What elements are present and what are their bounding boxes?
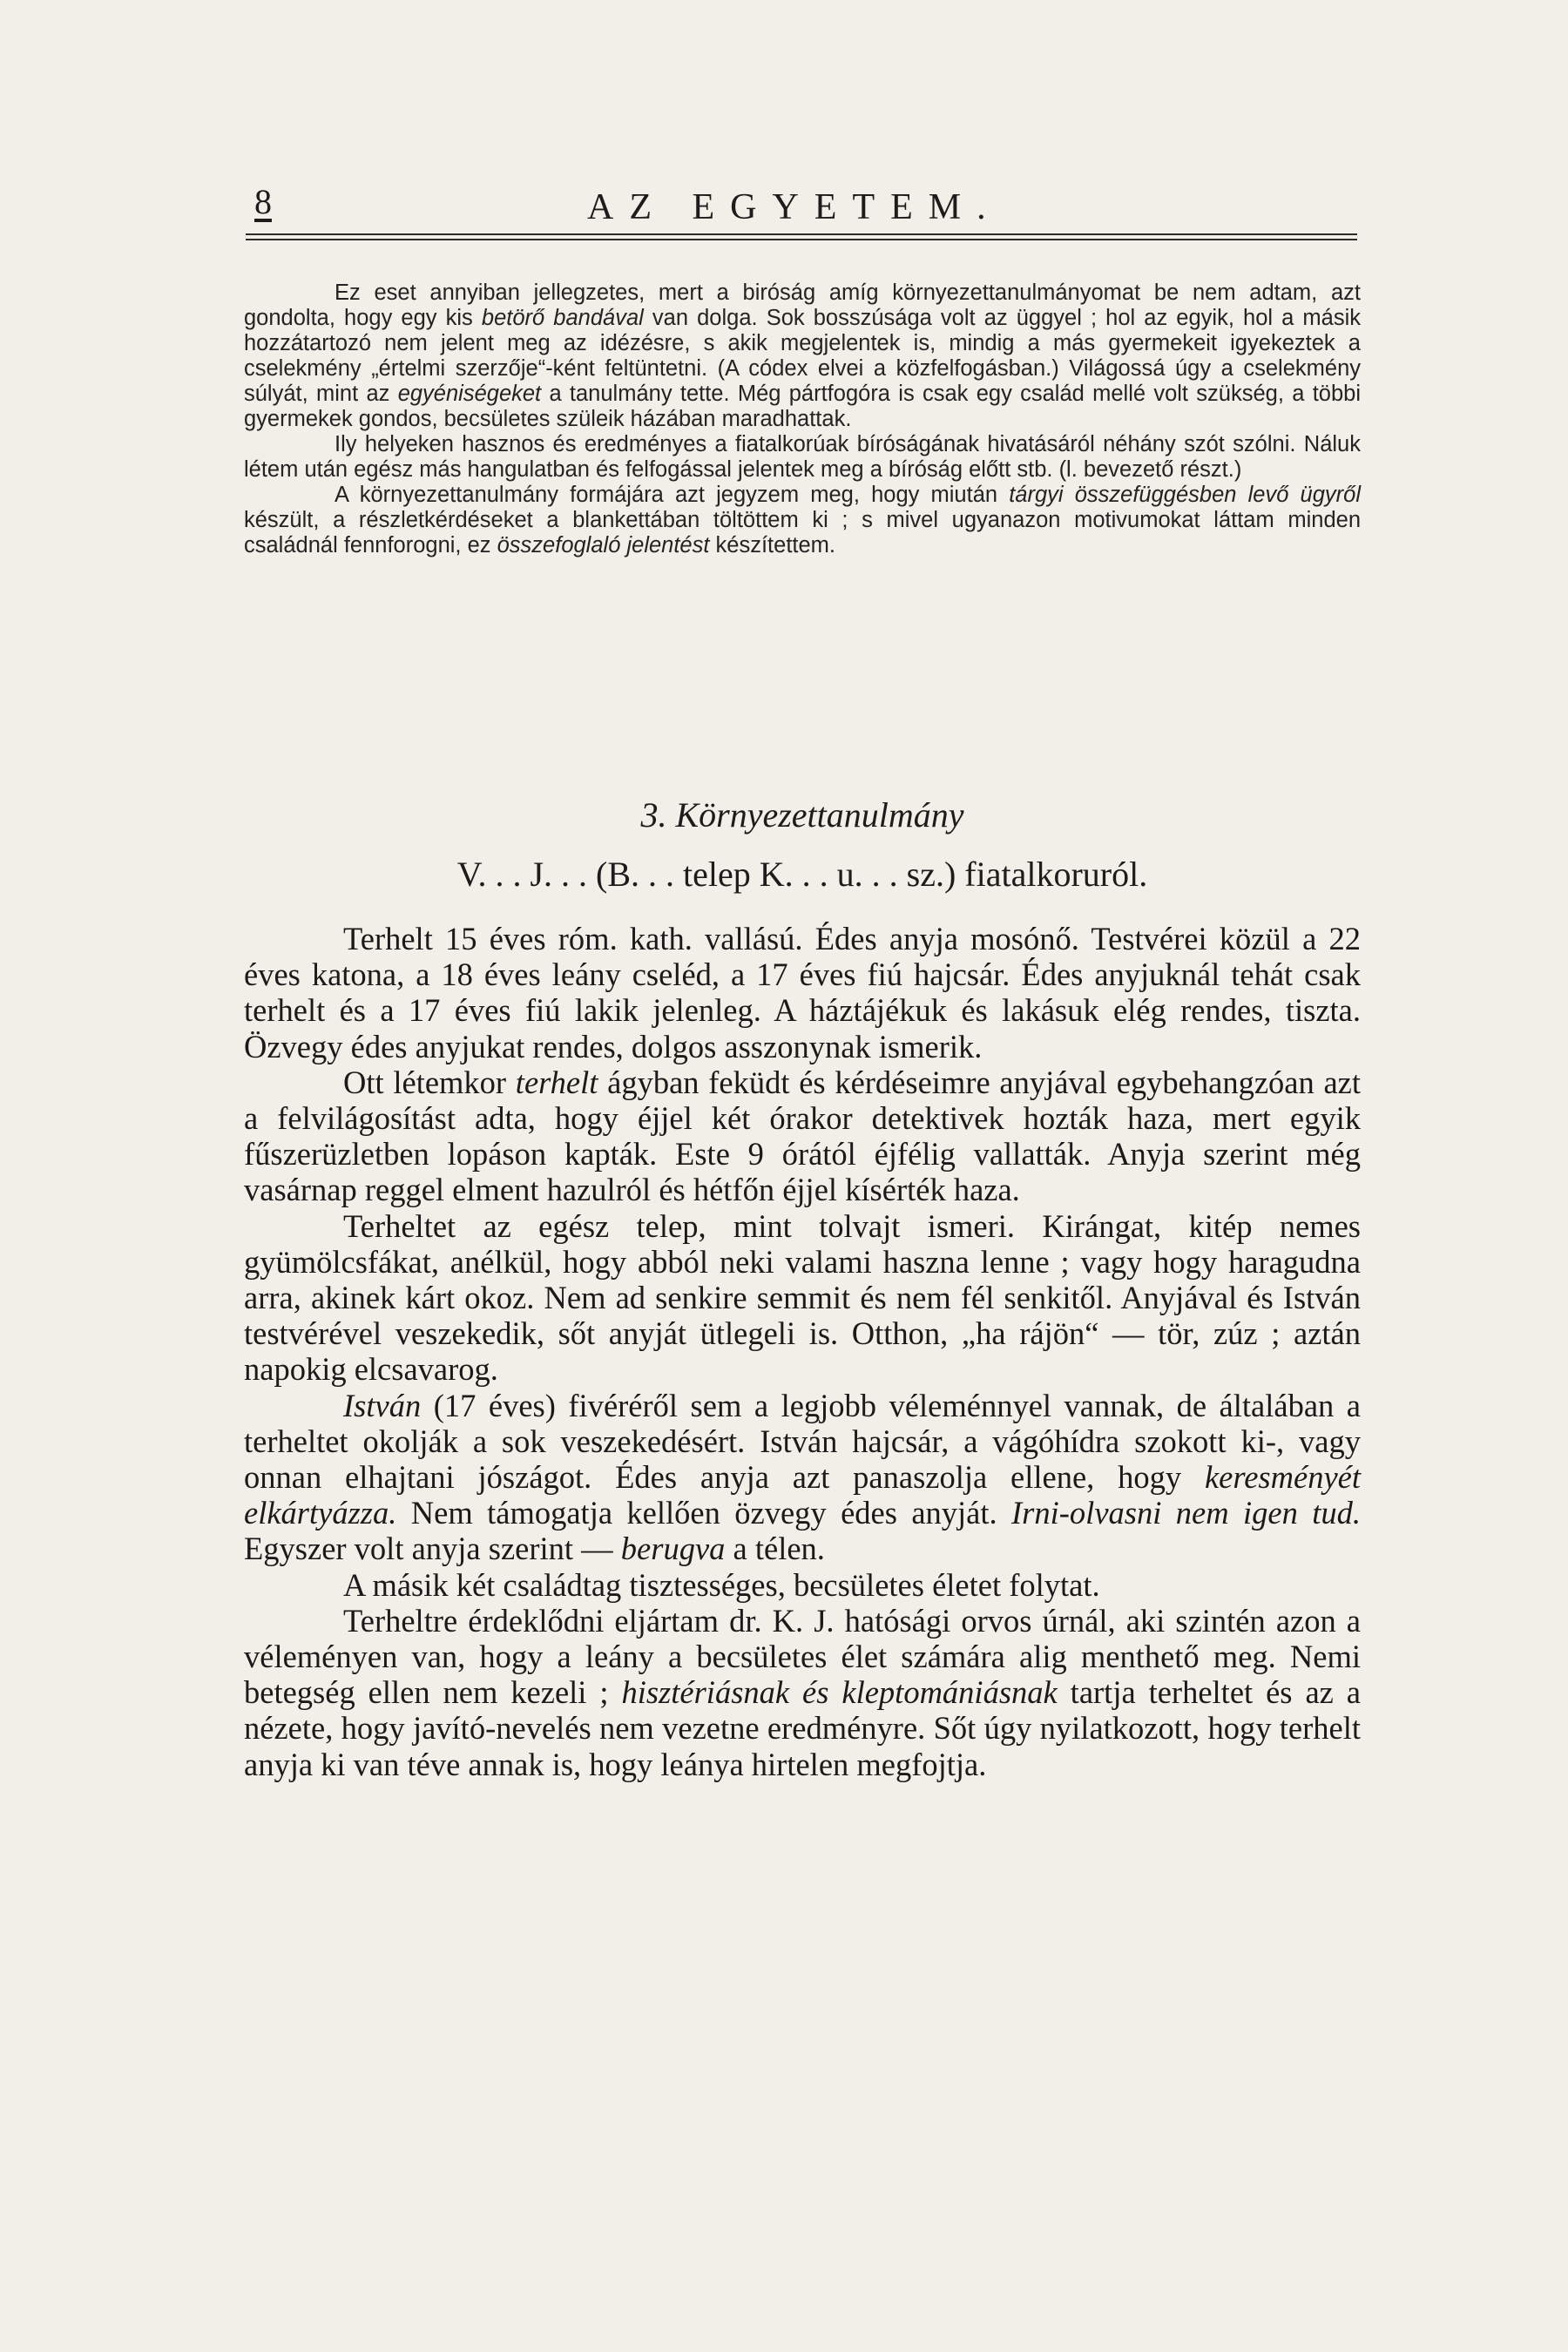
intro-paragraph-1: Ez eset annyiban jellegzetes, mert a biróság amíg környezettanulmányomat be nem adtam, azt gondolta, hogy egy kis betörő bandával van dolga. Sok bosszúsága volt az üggyel ; hol az egyik, hol a másik hozzátartozó nem jelent meg az idézésre, s akik megjelentek is, mindig a más gyermekeit igyekeztek a cselekmény „értelmi szerzője“-ként feltüntetni. (A códex elvei a közfelfogásban.) Világossá úgy a cselekmény súlyát, mint az egyéniségeket a tanulmány tette. Még pártfogóra is csak egy család mellé volt szükség, a többi gyermekek gondos, becsületes szüleik házában maradhattak. [244, 280, 1361, 431]
header-rule-top [246, 233, 1357, 235]
body-paragraph-2: Ott létemkor terhelt ágyban feküdt és kérdéseimre anyjával egybehangzóan azt a felvilágosítást adta, hogy éjjel két órakor detektivek hozták haza, mert egyik fűszerüzletben lopáson kapták. Este 9 órától éjfélig vallatták. Anyja szerint még vasárnap reggel elment hazulról és hétfőn éjjel kísérték haza. [244, 1064, 1361, 1208]
body-paragraph-4: István (17 éves) fivéréről sem a legjobb véleménnyel vannak, de általában a terheltet okolják a sok veszekedésért. István hajcsár, a vágóhídra szokott ki-, vagy onnan elhajtani jószágot. Édes anyja azt panaszolja ellene, hogy keresményét elkártyázza. Nem támogatja kellően özvegy édes anyját. Irni-olvasni nem igen tud. Egyszer volt anyja szerint — berugva a télen. [244, 1387, 1361, 1567]
page-header [246, 174, 1357, 226]
header-rule-bottom [246, 239, 1357, 240]
running-title: AZ EGYETEM. [587, 187, 1002, 227]
intro-paragraph-3: A környezettanulmány formájára azt jegyzem meg, hogy miután tárgyi összefüggésben levő ügyről készült, a részletkérdéseket a blankettában töltöttem ki ; s mivel ugyanazon motivumokat láttam minden családnál fennforogni, ez összefoglaló jelentést készítettem. [244, 483, 1361, 558]
main-text [244, 921, 1361, 1782]
body-paragraph-5: A másik két családtag tisztességes, becsületes életet folytat. [343, 1566, 1100, 1603]
section-subtitle: V. . . J. . . (B. . . telep K. . . u. . . sz.) fiatalkoruról. [456, 855, 1148, 894]
body-paragraph-1: Terhelt 15 éves róm. kath. vallású. Édes anyja mosónő. Testvérei közül a 22 éves katona, a 18 éves leány cseléd, a 17 éves fiú hajcsár. Édes anyjuknál tehát csak terhelt és a 17 éves fiú lakik jelenleg. A háztájékuk és lakásuk elég rendes, tiszta. Özvegy édes anyjukat rendes, dolgos asszonynak ismerik. [244, 921, 1361, 1064]
body-paragraph-6: Terheltre érdeklődni eljártam dr. K. J. hatósági orvos úrnál, aki szintén azon a véleményen van, hogy a leány a becsületes élet számára alig menthető meg. Nemi betegség ellen nem kezeli ; hisztériásnak és kleptomániásnak tartja terheltet és az a nézete, hogy javító-nevelés nem vezetne eredményre. Sőt úgy nyilatkozott, hogy terhelt anyja ki van téve annak is, hogy leánya hirtelen megfojtja. [244, 1602, 1361, 1782]
section-title: 3. Környezettanulmány [640, 795, 964, 835]
body-paragraph-3: Terheltet az egész telep, mint tolvajt ismeri. Kirángat, kitép nemes gyümölcsfákat, anélkül, hogy abból neki valami haszna lenne ; vagy hogy haragudna arra, akinek kárt okoz. Nem ad senkire semmit és nem fél senkitől. Anyjával és István testvérével veszekedik, sőt anyját ütlegeli is. Otthon, „ha rájön“ — tör, zúz ; aztán napokig elcsavarog. [244, 1207, 1361, 1388]
page-number: 8 [254, 182, 272, 221]
intro-paragraph-2: Ily helyeken hasznos és eredményes a fiatalkorúak bíróságának hivatásáról néhány szót szólni. Náluk létem után egész más hangulatban és felfogással jelentek meg a bíróság előtt stb. (l. bevezető részt.) [244, 432, 1361, 482]
intro-text [244, 280, 1361, 558]
